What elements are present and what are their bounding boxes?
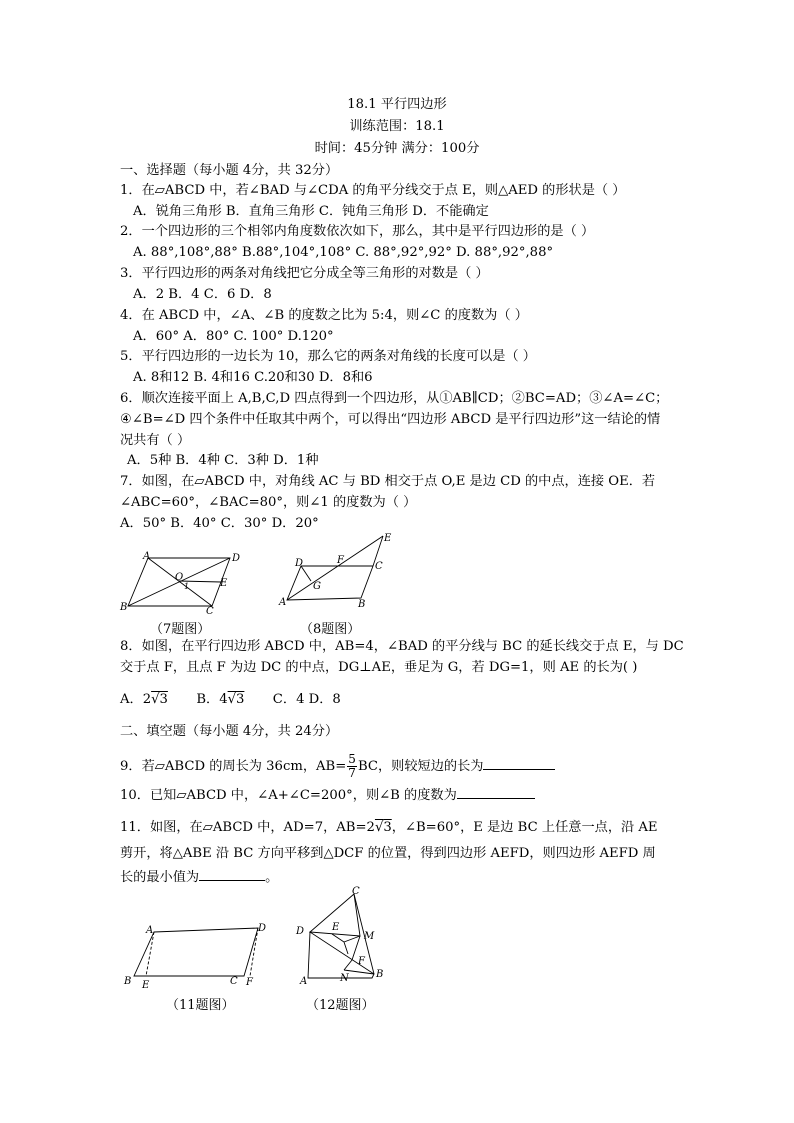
section-2-heading: 二、填空题（每小题 4分，共 24分） bbox=[120, 724, 339, 739]
fig11-cut-ae bbox=[146, 932, 154, 976]
figure-12-caption: （12题图） bbox=[306, 998, 375, 1013]
question-9-numerator: 5 bbox=[348, 752, 356, 766]
question-11-text-pre: 11．如图，在▱ABCD 中，AD=7，AB=2 bbox=[120, 820, 375, 835]
fig7-label-d: D bbox=[232, 553, 241, 564]
fig8-label-a: A bbox=[279, 597, 287, 608]
question-7-line-2: ∠ABC=60°，∠BAC=80°，则∠1 的度数为（ ） bbox=[120, 495, 417, 510]
fig12-label-d: D bbox=[296, 926, 305, 937]
fig7-label-a: A bbox=[143, 551, 151, 562]
fig8-label-e: E bbox=[384, 533, 392, 544]
figure-8-diagram bbox=[275, 532, 395, 612]
question-9 bbox=[120, 753, 555, 780]
question-11-line-3-end: 。 bbox=[265, 870, 279, 885]
question-10 bbox=[120, 786, 535, 805]
question-7-line-1: 7．如图，在▱ABCD 中，对角线 AC 与 BD 相交于点 O,E 是边 CD 的中点，连接 OE．若 bbox=[120, 474, 656, 489]
figure-12-diagram bbox=[288, 884, 394, 992]
question-5-stem: 5．平行四边形的一边长为 10，那么它的两条对角线的长度可以是（ ） bbox=[120, 349, 536, 364]
question-11-line-1 bbox=[120, 819, 658, 837]
fig12-segment-fn bbox=[344, 960, 352, 970]
fig7-label-c: C bbox=[206, 606, 214, 616]
question-11-line-2: 剪开，将△ABE 沿 BC 方向平移到△DCF 的位置，得到四边形 AEFD，则四边形 AEFD 周 bbox=[120, 846, 656, 861]
fig8-label-d: D bbox=[295, 558, 304, 569]
figure-11-diagram bbox=[118, 918, 268, 993]
question-3-stem: 3．平行四边形的两条对角线把它分成全等三角形的对数是（ ） bbox=[120, 266, 489, 281]
question-11-sqrt: √3 bbox=[374, 820, 392, 835]
question-9-fraction bbox=[347, 753, 357, 780]
fig8-label-g: G bbox=[313, 581, 321, 592]
fig12-label-a: A bbox=[300, 976, 308, 987]
question-11-answer-blank[interactable] bbox=[199, 868, 265, 881]
question-8-options bbox=[120, 691, 341, 709]
fig12-label-f: F bbox=[358, 956, 365, 967]
fig12-label-c: C bbox=[352, 886, 360, 897]
question-8-line-1: 8．如图，在平行四边形 ABCD 中，AB=4，∠BAD 的平分线与 BC 的延长线交于点 E，与 DC bbox=[120, 639, 684, 654]
question-8-option-b-sqrt: √3 bbox=[227, 692, 245, 707]
figure-8-caption: （8题图） bbox=[300, 622, 361, 637]
question-6-line-2: ④∠B=∠D 四个条件中任取其中两个，可以得出“四边形 ABCD 是平行四边形”这一结论的情 bbox=[120, 412, 661, 427]
question-9-answer-blank[interactable] bbox=[483, 757, 555, 770]
fig8-label-c: C bbox=[375, 561, 383, 572]
question-8-option-b: B．4 bbox=[196, 692, 228, 707]
question-6-options: A．5种 B．4种 C．3种 D．1种 bbox=[127, 453, 319, 468]
question-4-options: A．60° A．80° C. 100° D.120° bbox=[133, 329, 334, 344]
fig11-label-f: F bbox=[246, 977, 253, 988]
fig12-label-m: M bbox=[364, 931, 375, 942]
question-8-line-2: 交于点 F，且点 F 为边 DC 的中点，DG⊥AE，垂足为 G，若 DG=1，则 AE 的长为( ) bbox=[120, 660, 638, 675]
training-scope: 训练范围：18.1 bbox=[349, 119, 445, 134]
question-7-options: A．50° B．40° C．30° D．20° bbox=[120, 516, 319, 531]
fig11-label-a: A bbox=[146, 925, 154, 936]
question-10-answer-blank[interactable] bbox=[457, 786, 535, 799]
fig12-label-n: N bbox=[340, 973, 349, 984]
fig7-label-e: E bbox=[220, 578, 228, 589]
question-1-stem: 1．在▱ABCD 中，若∠BAD 与∠CDA 的角平分线交于点 E，则△AED 的形状是（ ） bbox=[120, 183, 626, 198]
figure-7-caption: （7题图） bbox=[150, 622, 211, 637]
fig8-label-b: B bbox=[358, 599, 366, 610]
question-8-option-a-radicand: 3 bbox=[159, 692, 168, 707]
question-11-text-post: ，∠B=60°，E 是边 BC 上任意一点，沿 AE bbox=[391, 820, 658, 835]
question-9-text-pre: 9．若▱ABCD 的周长为 36cm，AB= bbox=[120, 759, 347, 774]
fig12-label-e: E bbox=[332, 922, 340, 933]
fig11-label-c: C bbox=[230, 976, 238, 987]
question-8-options-cd: C．4 D．8 bbox=[272, 692, 341, 707]
question-11-line-3 bbox=[120, 868, 278, 887]
figure-7-diagram bbox=[116, 548, 246, 616]
fig12-segment-e bbox=[332, 934, 344, 942]
fig12-segment-ef bbox=[344, 942, 348, 954]
question-10-text: 10．已知▱ABCD 中，∠A+∠C=200°，则∠B 的度数为 bbox=[120, 788, 457, 803]
fig8-label-f: F bbox=[337, 555, 344, 566]
fig12-segment-em bbox=[344, 936, 360, 942]
figure-11-caption: （11题图） bbox=[166, 998, 235, 1013]
fig7-label-b: B bbox=[120, 602, 128, 613]
fig11-label-b: B bbox=[124, 976, 132, 987]
fig11-label-e: E bbox=[142, 980, 150, 991]
question-3-options: A．2 B．4 C．6 D．8 bbox=[133, 287, 272, 302]
question-1-options: A．锐角三角形 B．直角三角形 C．钝角三角形 D．不能确定 bbox=[133, 204, 489, 219]
fig11-label-d: D bbox=[258, 923, 267, 934]
fig7-label-angle-1: 1 bbox=[184, 582, 190, 591]
question-9-text-post: BC，则较短边的长为 bbox=[357, 759, 484, 774]
question-5-options: A. 8和12 B. 4和16 C.20和30 D．8和6 bbox=[133, 370, 373, 385]
question-6-line-1: 6．顺次连接平面上 A,B,C,D 四点得到一个四边形，从①AB∥CD；②BC=AD；③∠A=∠C； bbox=[120, 391, 669, 406]
question-2-stem: 2．一个四边形的三个相邻内角度数依次如下，那么，其中是平行四边形的是（ ） bbox=[120, 224, 595, 239]
question-8-option-b-radicand: 3 bbox=[236, 692, 245, 707]
question-2-options: A. 88°,108°,88° B.88°,104°,108° C. 88°,92°,92° D. 88°,92°,88° bbox=[133, 245, 554, 260]
question-8-option-a: A．2 bbox=[120, 692, 152, 707]
page-title: 18.1 平行四边形 bbox=[347, 97, 447, 112]
fig12-label-b: B bbox=[376, 969, 384, 980]
time-and-score: 时间：45分钟 满分：100分 bbox=[314, 141, 480, 156]
question-4-stem: 4．在 ABCD 中，∠A、∠B 的度数之比为 5:4，则∠C 的度数为（ ） bbox=[120, 308, 528, 323]
question-8-option-a-sqrt: √3 bbox=[151, 692, 168, 707]
question-11-radicand: 3 bbox=[383, 820, 392, 835]
fig7-label-o: O bbox=[175, 572, 184, 583]
question-11-line-3-text: 长的最小值为 bbox=[120, 870, 200, 885]
section-1-heading: 一、选择题（每小题 4分，共 32分） bbox=[120, 163, 339, 178]
question-9-denominator: 7 bbox=[348, 766, 356, 780]
question-6-line-3: 况共有（ ） bbox=[120, 433, 191, 448]
